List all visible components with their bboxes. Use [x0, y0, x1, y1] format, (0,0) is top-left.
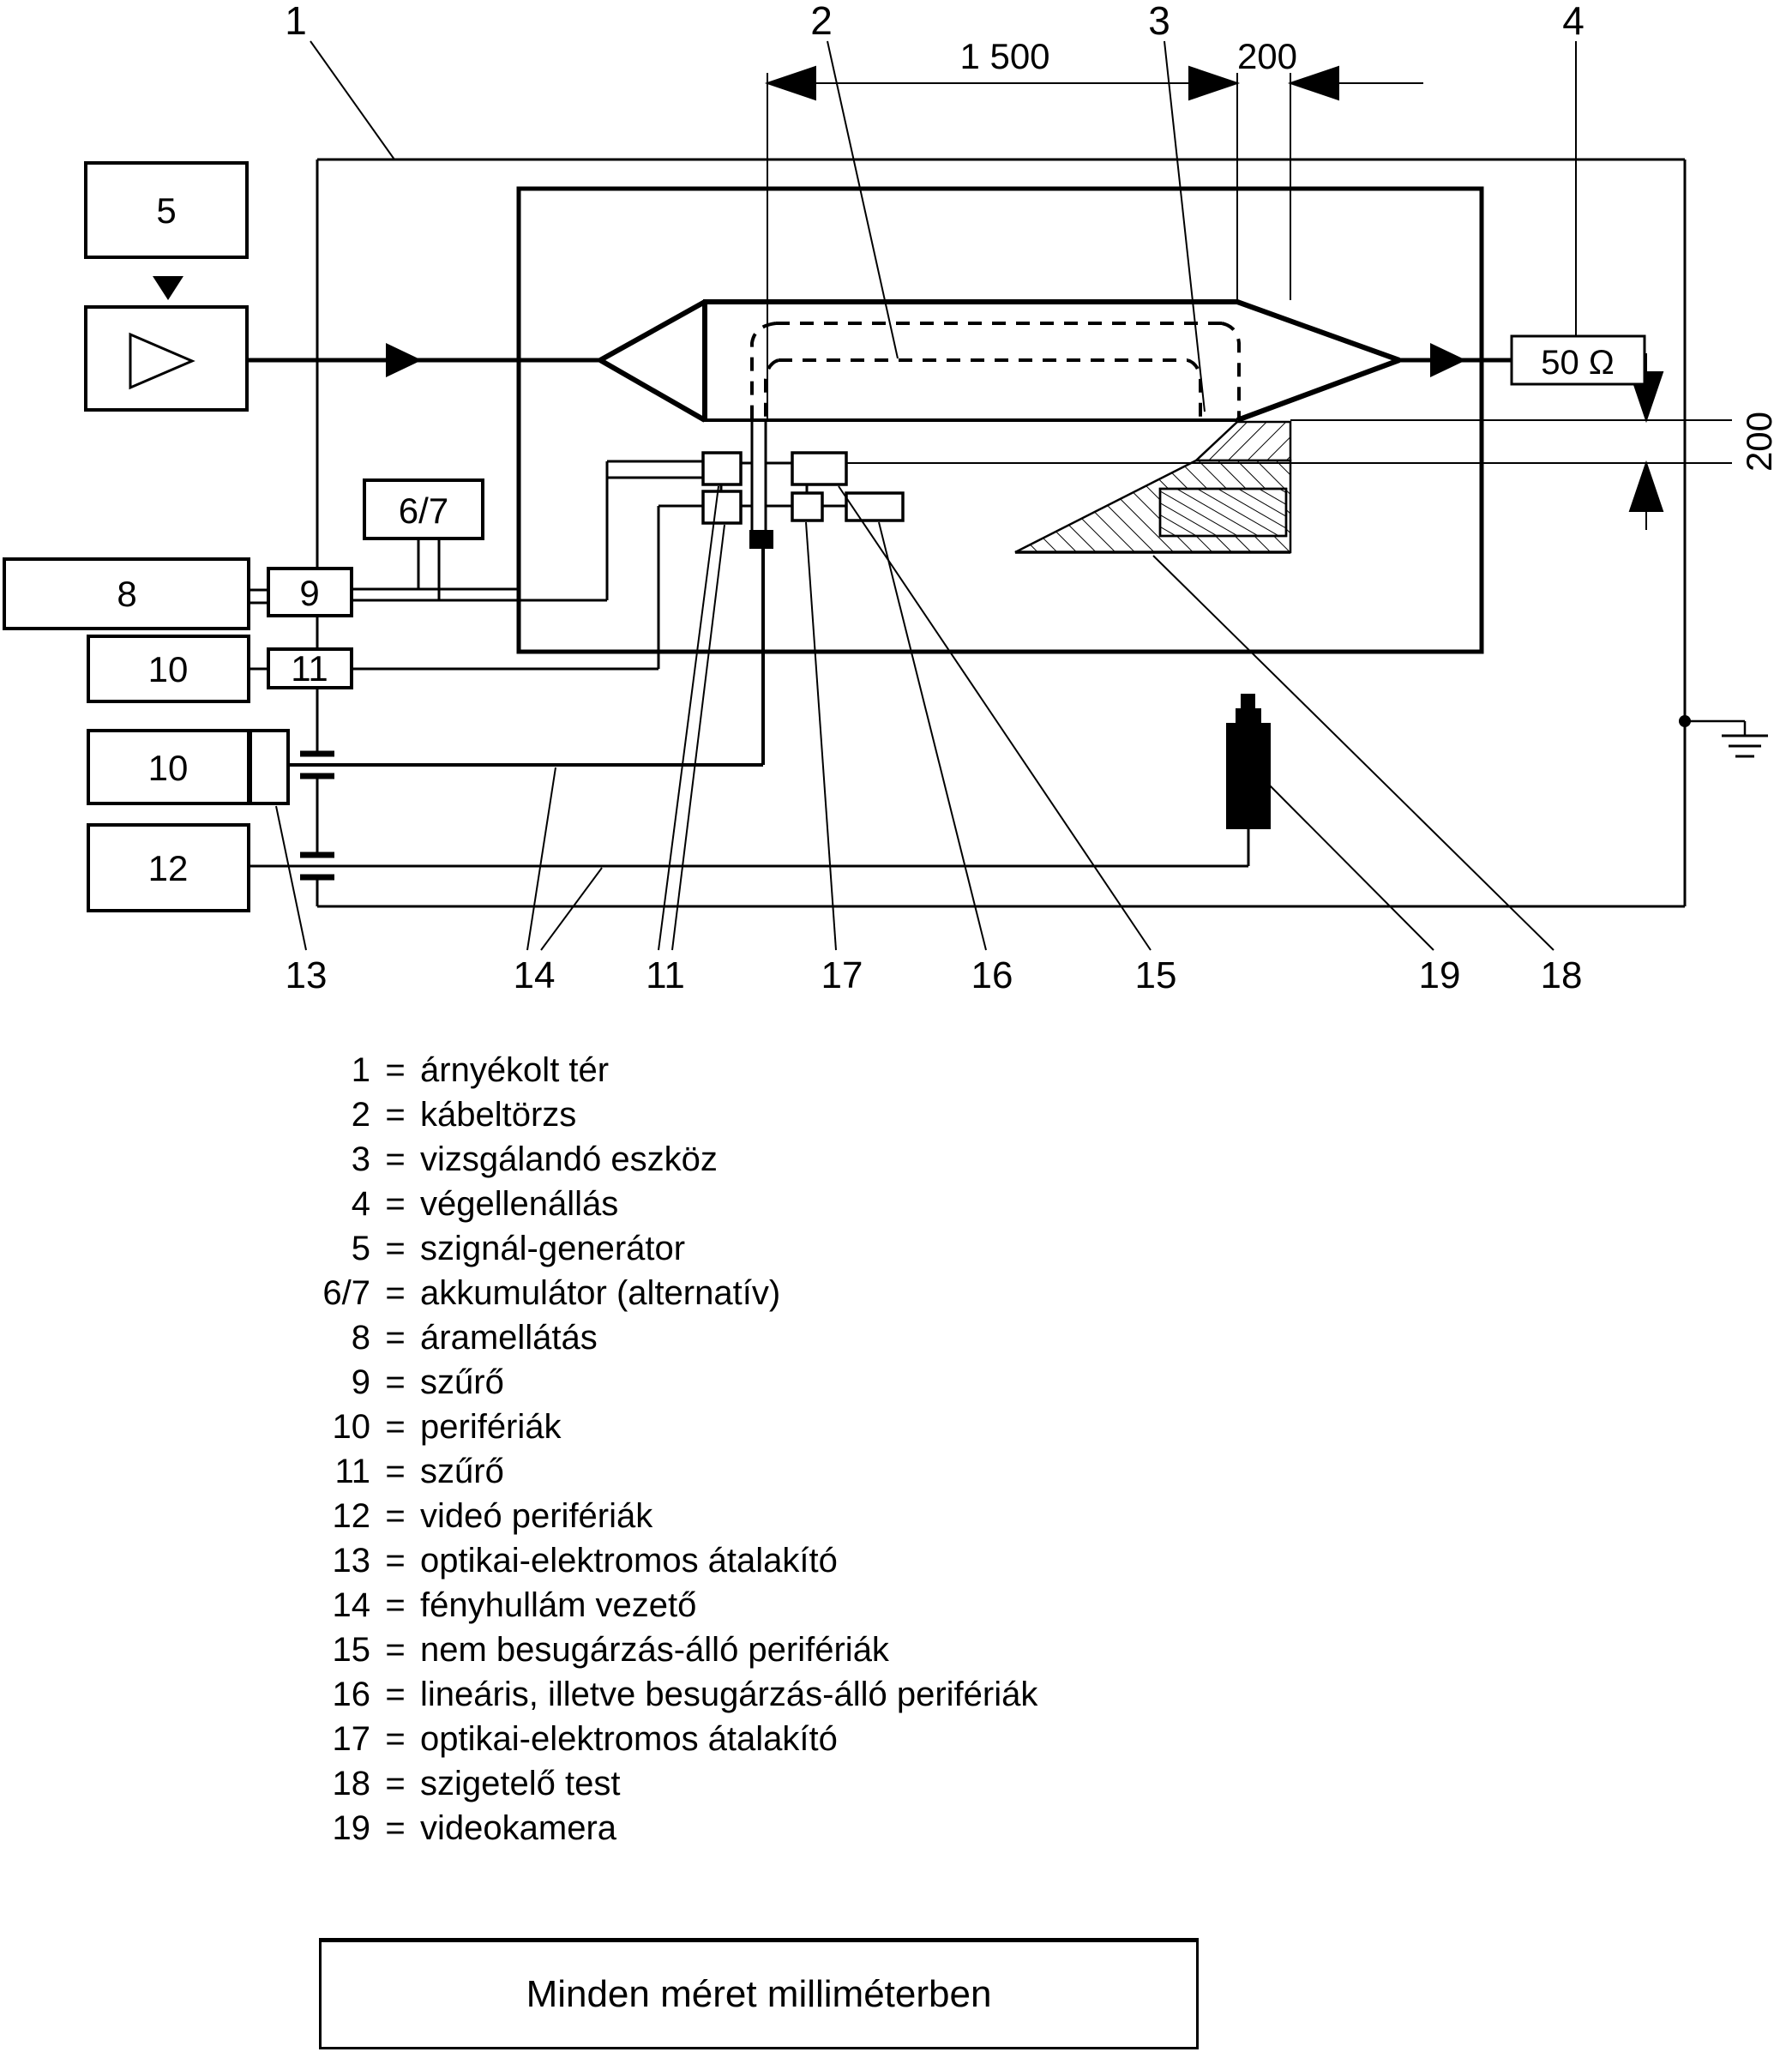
callout-19: 19 — [1418, 954, 1461, 996]
legend-row — [0, 1226, 1286, 1271]
legend-text: szűrő — [420, 1363, 504, 1401]
legend-text: optikai-elektromos átalakító — [420, 1542, 838, 1580]
legend-eq: = — [385, 1497, 406, 1535]
legend-text: videokamera — [420, 1809, 617, 1847]
legend-num: 19 — [332, 1809, 370, 1847]
units-note: Minden méret milliméterben — [526, 1973, 992, 2015]
legend-row — [0, 1494, 1286, 1538]
optical-converter13-box — [250, 731, 288, 803]
dim-length-label: 1 500 — [959, 36, 1050, 76]
legend-eq: = — [385, 1230, 406, 1267]
video-camera-icon — [1226, 694, 1271, 829]
signal-arrow-out — [1430, 343, 1466, 377]
terminator-label: 50 Ω — [1541, 344, 1615, 382]
legend-num: 6/7 — [322, 1274, 370, 1312]
legend-row — [0, 1806, 1286, 1850]
cluster-converter17 — [792, 493, 822, 521]
legend-num: 13 — [332, 1542, 370, 1580]
legend-num: 1 — [351, 1051, 370, 1089]
legend-row — [0, 1182, 1286, 1226]
callout-16: 16 — [971, 954, 1013, 996]
cluster-filter-upper — [703, 453, 741, 484]
legend-eq: = — [385, 1319, 406, 1357]
dim-height-label: 200 — [1739, 411, 1779, 472]
label-5: 5 — [156, 190, 177, 231]
equipment-boxes — [4, 163, 483, 911]
legend-num: 3 — [351, 1140, 370, 1178]
callout-3: 3 — [1148, 0, 1170, 43]
legend-num: 2 — [351, 1096, 370, 1134]
callout-2: 2 — [810, 0, 833, 43]
callout-11: 11 — [646, 954, 685, 996]
legend-text: szigetelő test — [420, 1765, 621, 1802]
legend-row — [0, 1761, 1286, 1806]
legend-text: áramellátás — [420, 1319, 598, 1357]
legend-text: végellenállás — [420, 1185, 619, 1223]
device-under-test — [1015, 422, 1290, 552]
dim-offset-label: 200 — [1236, 36, 1298, 76]
legend-row — [0, 1538, 1286, 1583]
legend-num: 16 — [332, 1676, 370, 1713]
legend-num: 18 — [332, 1765, 370, 1802]
legend-num: 15 — [332, 1631, 370, 1669]
legend-eq: = — [385, 1765, 406, 1802]
legend-row — [0, 1717, 1286, 1761]
legend-row — [0, 1672, 1286, 1717]
amplifier-box — [86, 307, 247, 410]
legend-eq: = — [385, 1586, 406, 1624]
callout-13: 13 — [285, 954, 328, 996]
legend-text: akkumulátor (alternatív) — [420, 1274, 781, 1312]
legend-eq: = — [385, 1185, 406, 1223]
legend-text: árnyékolt tér — [420, 1051, 610, 1089]
signal-arrow-in — [386, 343, 422, 377]
legend-num: 9 — [351, 1363, 370, 1401]
legend-text: szűrő — [420, 1453, 504, 1490]
label-6-7: 6/7 — [398, 490, 449, 531]
legend-eq: = — [385, 1363, 406, 1401]
legend-eq: = — [385, 1676, 406, 1713]
legend-num: 17 — [332, 1720, 370, 1758]
cluster-peripheral15 — [792, 453, 846, 484]
legend-row — [0, 1449, 1286, 1494]
legend-eq: = — [385, 1051, 406, 1089]
legend-num: 8 — [351, 1319, 370, 1357]
callout-17: 17 — [821, 954, 863, 996]
cluster-filter-lower — [703, 491, 741, 523]
legend-text: kábeltörzs — [420, 1096, 577, 1134]
legend-row — [0, 1137, 1286, 1182]
legend-row — [0, 1360, 1286, 1405]
legend-eq: = — [385, 1140, 406, 1178]
legend-num: 5 — [351, 1230, 370, 1267]
callout-14: 14 — [513, 954, 556, 996]
label-10b: 10 — [147, 748, 189, 788]
legend-eq: = — [385, 1274, 406, 1312]
cluster-peripheral16 — [846, 493, 903, 521]
legend-text: optikai-elektromos átalakító — [420, 1720, 838, 1758]
legend-eq: = — [385, 1453, 406, 1490]
legend-eq: = — [385, 1408, 406, 1446]
legend-row — [0, 1271, 1286, 1315]
legend-row — [0, 1315, 1286, 1360]
ground-icon — [1679, 715, 1768, 756]
label-9: 9 — [299, 573, 320, 613]
legend-row — [0, 1405, 1286, 1449]
legend-row — [0, 1092, 1286, 1137]
callout-lines-bottom — [276, 486, 1554, 950]
legend-num: 14 — [332, 1586, 370, 1624]
legend — [0, 1048, 1286, 1850]
label-10a: 10 — [147, 649, 189, 689]
legend-text: vizsgálandó eszköz — [420, 1140, 718, 1178]
legend-text: videó perifériák — [420, 1497, 653, 1535]
legend-text: szignál-generátor — [420, 1230, 686, 1267]
label-11: 11 — [291, 648, 328, 689]
legend-text: perifériák — [420, 1408, 562, 1446]
units-note-box — [319, 1938, 1199, 2049]
label-8: 8 — [117, 574, 137, 614]
legend-num: 11 — [334, 1453, 370, 1490]
callout-4: 4 — [1562, 0, 1585, 43]
cable-trunk — [752, 323, 1239, 418]
legend-row — [0, 1583, 1286, 1628]
callout-15: 15 — [1134, 954, 1177, 996]
legend-num: 10 — [332, 1408, 370, 1446]
legend-row — [0, 1048, 1286, 1092]
label-12: 12 — [147, 848, 189, 888]
legend-row — [0, 1628, 1286, 1672]
legend-eq: = — [385, 1542, 406, 1580]
schematic-canvas — [0, 0, 1792, 1012]
legend-num: 4 — [351, 1185, 370, 1223]
cable-connector — [749, 530, 773, 549]
legend-eq: = — [385, 1631, 406, 1669]
legend-text: fényhullám vezető — [420, 1586, 697, 1624]
legend-num: 12 — [332, 1497, 370, 1535]
dimension-1500 — [767, 67, 1423, 422]
legend-eq: = — [385, 1096, 406, 1134]
down-arrow-icon — [153, 276, 183, 300]
legend-eq: = — [385, 1809, 406, 1847]
callout-18: 18 — [1540, 954, 1583, 996]
cable-drop — [752, 422, 766, 530]
legend-text: lineáris, illetve besugárzás-álló perifériák — [420, 1676, 1038, 1713]
legend-eq: = — [385, 1720, 406, 1758]
callout-1: 1 — [285, 0, 307, 43]
legend-text: nem besugárzás-álló perifériák — [420, 1631, 889, 1669]
